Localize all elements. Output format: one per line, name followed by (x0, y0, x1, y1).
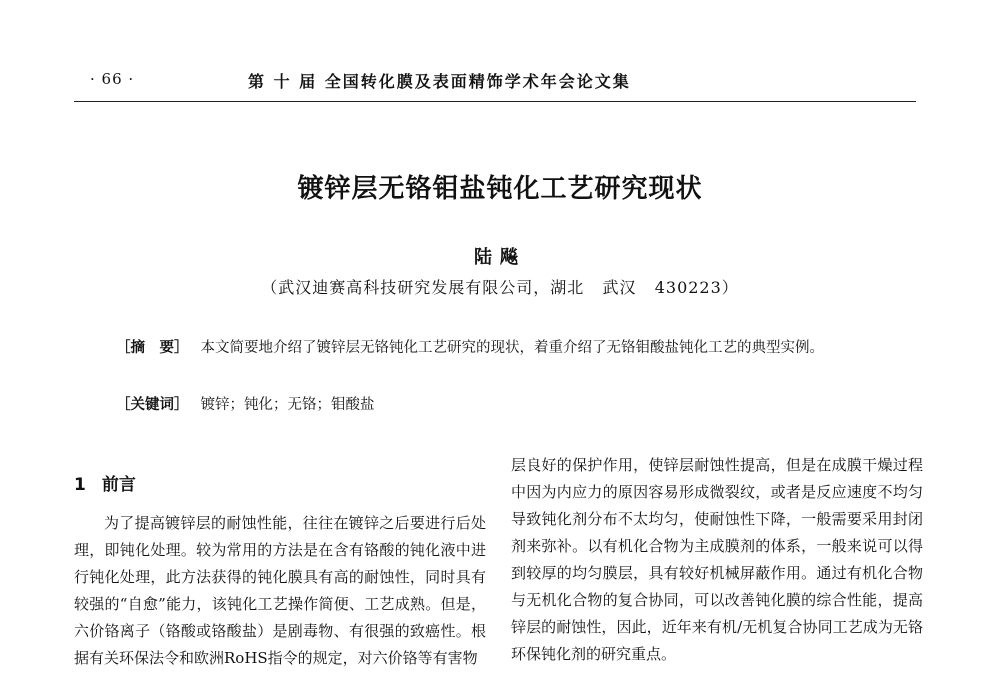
keywords (116, 391, 886, 419)
page-number: · 66 · (90, 70, 135, 88)
keywords-text: 镀锌；钝化；无铬；钼酸盐 (200, 397, 375, 413)
right-column-text: 层良好的保护作用，使锌层耐蚀性提高，但是在成膜干燥过程中因为内应力的原因容易形成微裂纹，或者是反应速度不均匀导致钝化剂分布不太均匀，使耐蚀性下降，一般需要采用封闭剂来弥补。以有机化合物为主成膜剂的体系，一般来说可以得到较厚的均匀膜层，具有较好机械屏蔽作用。通过有机化合物与无机化合物的复合协同，可以改善钝化膜的综合性能，提高锌层的耐蚀性，因此，近年来有机/无机复合协同工艺成为无铬环保钝化剂的研究重点。 (511, 456, 923, 663)
article-title: 镀锌层无铬钼盐钝化工艺研究现状 (297, 174, 703, 204)
header-rule (74, 101, 916, 102)
left-column-text: 为了提高镀锌层的耐蚀性能，往往在镀锌之后要进行后处理，即钝化处理。较为常用的方法是在含有铬酸的钝化液中进行钝化处理，此方法获得的钝化膜具有高的耐蚀性，同时具有较强的“自愈”能力，该钝化工艺操作简便、工艺成熟。但是，六价铬离子（铬酸或铬酸盐）是剧毒物、有很强的致癌性。根据有关环保法令和欧洲RoHS指令的规定，对六价铬等有害物 (74, 514, 486, 667)
abstract-label: ［摘 要］ (116, 340, 189, 356)
section-title: 前言 (101, 475, 136, 495)
abstract (116, 334, 886, 362)
section-number: 1 (74, 475, 86, 495)
abstract-text: 本文简要地介绍了镀锌层无铬钝化工艺研究的现状，着重介绍了无铬钼酸盐钝化工艺的典型实例。 (200, 340, 824, 356)
author-name: 陆飚 (474, 247, 526, 268)
keywords-label: ［关键词］ (116, 397, 189, 413)
section-heading (74, 470, 136, 495)
affiliation: （武汉迪赛高科技研究发展有限公司，湖北 武汉 430223） (261, 278, 739, 297)
running-head: 第 十 届 全国转化膜及表面精饰学术年会论文集 (248, 72, 631, 91)
